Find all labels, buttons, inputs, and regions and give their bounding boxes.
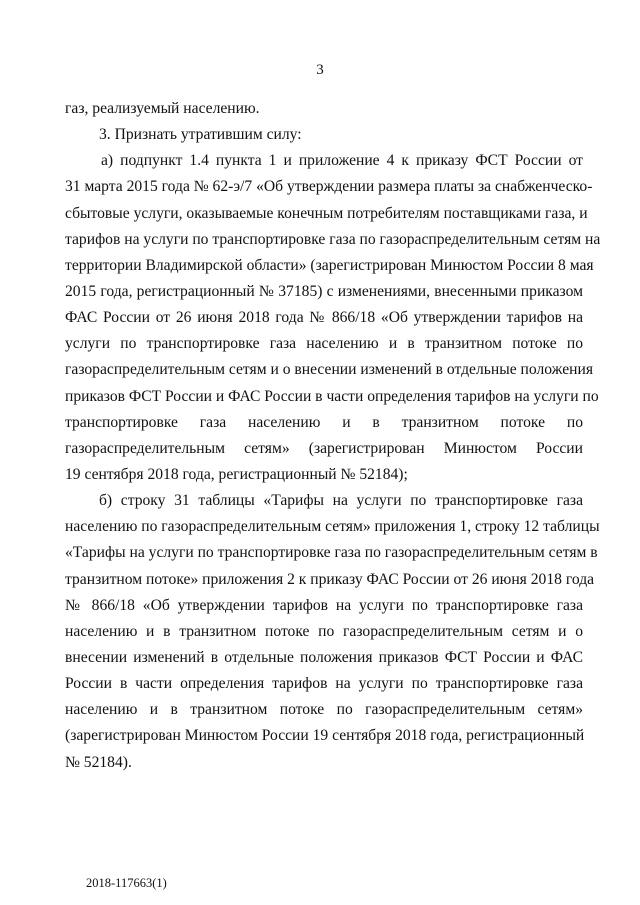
text-line: сбытовые услуги, оказываемые конечным потребителям поставщиками газа, и: [65, 204, 588, 222]
text-line: России в части определения тарифов на услуги по транспортировке газа: [65, 675, 583, 693]
text-line: приказов ФСТ России и ФАС России в части определения тарифов на услуги по: [65, 387, 599, 405]
text-line: транспортировке газа населению и в транзитном потоке по: [65, 413, 583, 431]
text-line: тарифов на услуги по транспортировке газа по газораспределительным сетям на: [65, 230, 601, 248]
text-line: населению и в транзитном потоке по газораспределительным сетям и о: [65, 622, 583, 640]
text-line: 31 марта 2015 года № 62-э/7 «Об утверждении размера платы за снабженческо-: [65, 178, 593, 196]
document-body: [65, 96, 601, 776]
text-line: газ, реализуемый населению.: [65, 100, 260, 117]
text-line: 19 сентября 2018 года, регистрационный № 52184);: [65, 465, 408, 483]
text-line: ФАС России от 26 июня 2018 года № 866/18 «Об утверждении тарифов на: [65, 309, 583, 327]
text-line: 3. Признать утратившим силу:: [99, 126, 302, 144]
text-line: населению по газораспределительным сетям» приложения 1, строку 12 таблицы: [65, 518, 600, 536]
text-line: (зарегистрирован Минюстом России 19 сентября 2018 года, регистрационный: [65, 727, 585, 745]
text-line: газораспределительным сетям» (зарегистрирован Минюстом России: [65, 439, 583, 457]
text-line: № 866/18 «Об утверждении тарифов на услуги по транспортировке газа: [65, 596, 583, 614]
text-line: услуги по транспортировке газа населению и в транзитном потоке по: [65, 335, 583, 353]
text-line: а) подпункт 1.4 пункта 1 и приложение 4 к приказу ФСТ России от: [101, 152, 583, 170]
text-line: 2015 года, регистрационный № 37185) с изменениями, внесенными приказом: [65, 282, 583, 300]
text-line: № 52184).: [65, 753, 132, 771]
text-line: б) строку 31 таблицы «Тарифы на услуги по транспортировке газа: [99, 492, 583, 510]
text-line: внесении изменений в отдельные положения приказов ФСТ России и ФАС: [65, 648, 583, 666]
text-line: газораспределительным сетям и о внесении изменений в отдельные положения: [65, 361, 593, 379]
page-number: 3: [316, 62, 324, 78]
text-line: территории Владимирской области» (зарегистрирован Минюстом России 8 мая: [65, 256, 594, 274]
document-code: 2018-117663(1): [86, 876, 167, 890]
text-line: «Тарифы на услуги по транспортировке газа по газораспределительным сетям в: [65, 544, 598, 562]
text-line: транзитном потоке» приложения 2 к приказу ФАС России от 26 июня 2018 года: [65, 570, 595, 588]
text-line: населению и в транзитном потоке по газораспределительным сетям»: [65, 701, 583, 719]
